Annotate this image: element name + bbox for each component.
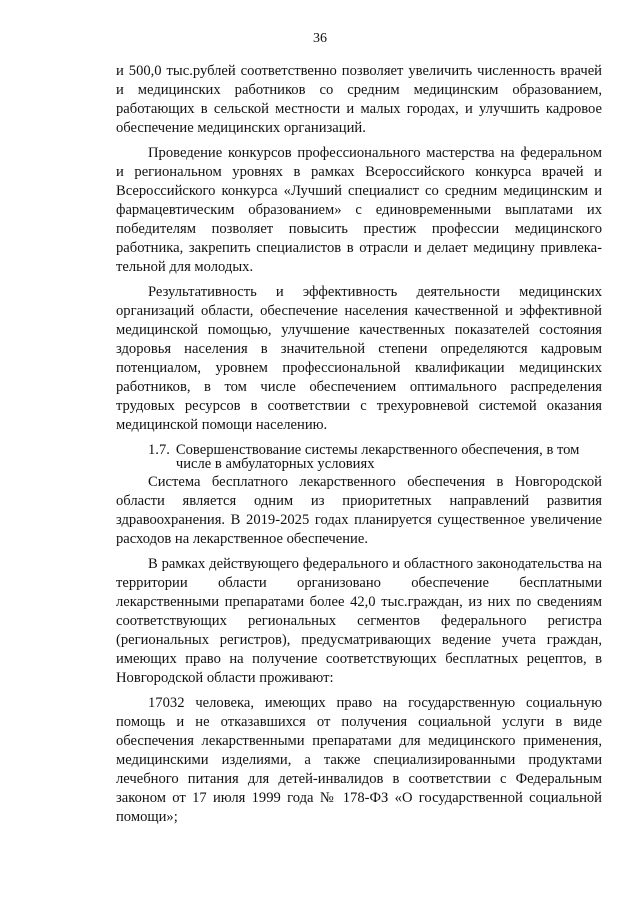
paragraph-drug-system: Система бесплатного лекарственного обеспечения в Новгородской области является одним из приоритетных направлений развития здравоохранения. В 2019-2025 годах планируется существенное увеличение расходов на лекарственное обеспечение. [116,474,602,547]
section-number: 1.7. [148,442,170,458]
paragraph-contests: Проведение конкурсов профессионального мастерства на федеральном и региональном уровнях в рамках Всероссийского конкурса врачей и Всероссийского конкурса «Лучший специалист со средним медицинским и фармацевтическим образованием» с единовременными выплатами их победителям позволяет повысить престиж профессии медицинского работника, закрепить специалистов в отрасли и делает медицину привлекательной для молодых. [116,145,602,275]
paragraph-continuation: и 500,0 тыс.рублей соответственно позволяет увеличить численность врачей и медицинских работников со средним медицинским образованием, работающих в сельской местности и малых городах, и улучшить кадровое обеспечение медицинских организаций. [116,63,602,136]
paragraph-effectiveness: Результативность и эффективность деятельности медицинских организаций области, обеспечение населения качественной и эффективной медицинской помощью, улучшение качественных показателей состояния здоровья населения в значительной степени определяются кадровым потенциалом, уровнем профессиональной квалификации медицинских работников, в том числе обеспечением оптимального распределения трудовых ресурсов в соответствии с трехуровневой системой оказания медицинской помощи населению. [116,284,602,433]
paragraph-legislation: В рамках действующего федерального и областного законодательства на территории области организовано обеспечение бесплатными лекарственными препаратами более 42,0 тыс.граждан, из них по сведениям соответствующих региональных сегментов федерального регистра (региональных регистров), предусматривающих ведение учета граждан, имеющих право на получение соответствующих бесплатных рецептов, в Новгородской области проживают: [116,556,602,686]
document-body [116,62,602,833]
page-number: 36 [313,31,327,46]
section-heading [116,443,602,471]
paragraph-social-help: 17032 человека, имеющих право на государственную социальную помощь и не отказавшихся от получения социальной услуги в виде обеспечения лекарственными препаратами для медицинского применения, медицинскими изделиями, а также специализированными продуктами лечебного питания для детей-инвалидов в соответствии с Федеральным законом от 17 июля 1999 года № 178-ФЗ «О государственной социальной помощи»; [116,695,602,825]
section-title: Совершенствование системы лекарственного обеспечения, в том числе в амбулаторных условиях [175,442,580,472]
